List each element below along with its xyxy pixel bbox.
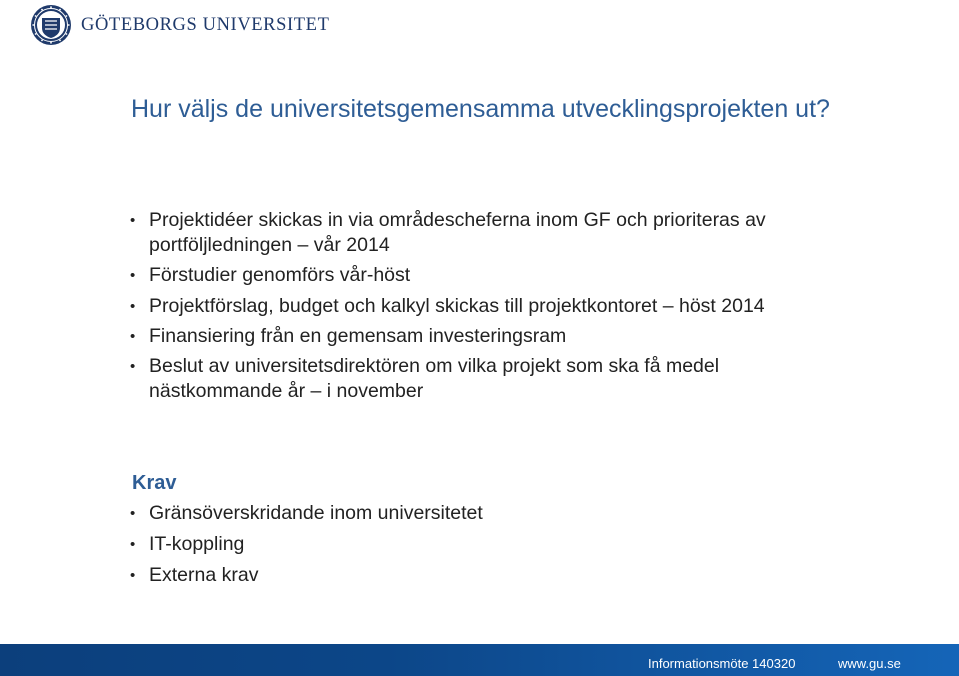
slide-title: Hur väljs de universitetsgemensamma utvecklingsprojekten ut? [131,95,830,123]
bullet-icon: • [130,267,136,285]
list-item [130,294,810,319]
requirements-list [130,501,730,594]
footer-info: Informationsmöte 140320 [648,656,796,671]
krav-heading: Krav [132,472,177,494]
footer-bar [0,644,959,676]
footer-url: www.gu.se [838,656,901,671]
bullet-icon: • [130,536,136,553]
university-seal-icon [30,4,72,46]
bullet-icon: • [130,327,136,345]
header [30,3,329,47]
list-item [130,263,810,288]
list-item [130,501,730,526]
list-item-text: Beslut av universitetsdirektören om vilka projekt som ska få medel nästkommande år – i november [149,355,720,403]
bullet-icon: • [130,212,136,229]
selection-process-list [130,208,810,409]
list-item-text: Finansiering från en gemensam investeringsram [149,324,567,347]
list-item [130,532,730,557]
bullet-icon: • [130,505,136,522]
bullet-icon: • [130,358,136,376]
list-item-text: Projektförslag, budget och kalkyl skickas till projektkontoret – höst 2014 [149,294,765,317]
list-item-text: Gränsöverskridande inom universitetet [149,502,483,524]
university-name: GÖTEBORGS UNIVERSITET [81,14,330,35]
list-item [130,208,810,258]
bullet-icon: • [130,567,136,584]
list-item-text: Externa krav [149,564,259,586]
bullet-icon: • [130,297,136,315]
list-item [130,324,810,349]
list-item [130,354,810,404]
list-item-text: Projektidéer skickas in via områdescheferna inom GF och prioriteras av portföljledningen – vår 2014 [149,209,766,256]
list-item [130,563,730,588]
list-item-text: IT-koppling [149,533,245,555]
list-item-text: Förstudier genomförs vår-höst [149,264,411,287]
